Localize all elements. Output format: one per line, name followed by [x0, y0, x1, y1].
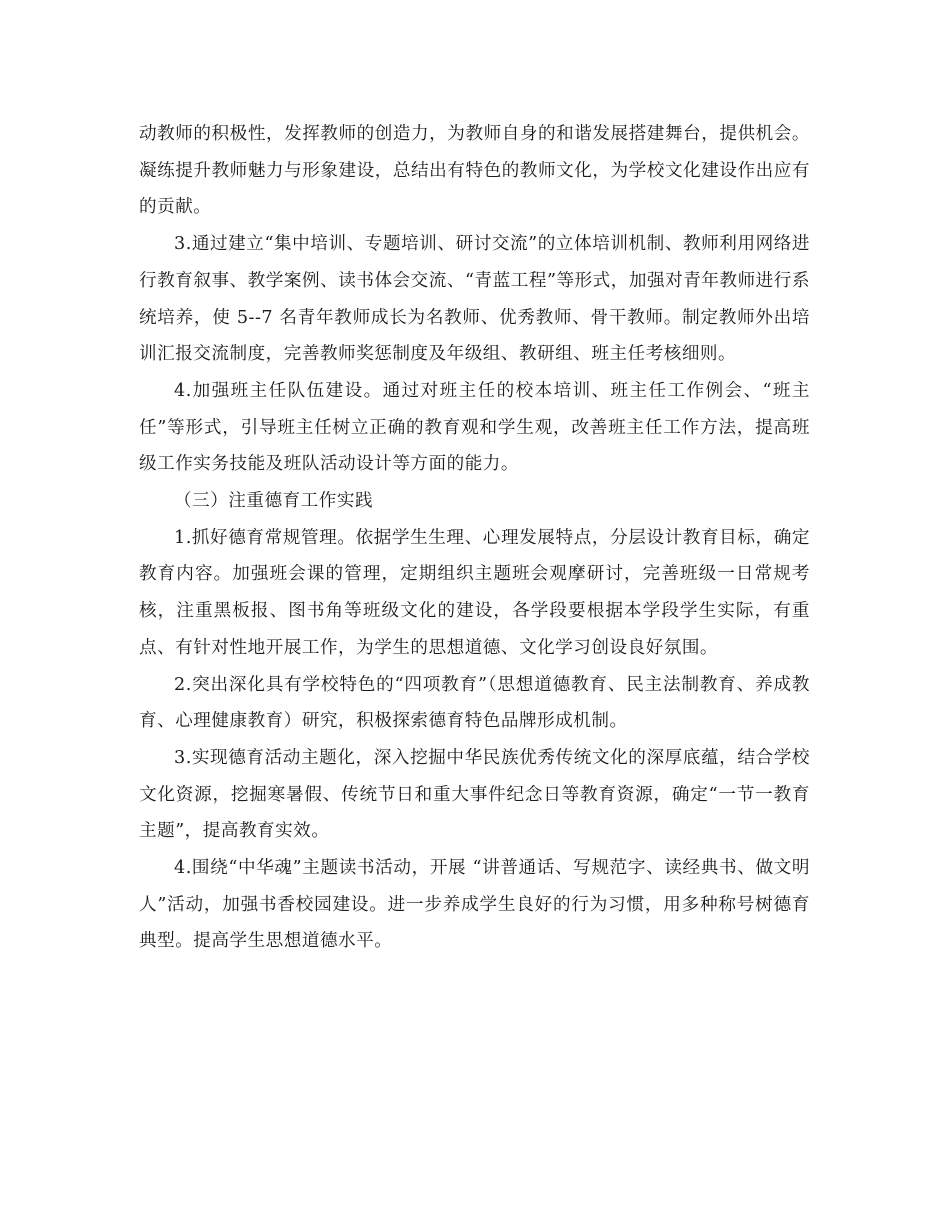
paragraph-item-2-four-educations: 2.突出深化具有学校特色的“四项教育”（思想道德教育、民主法制教育、养成教育、心理健康教育）研究，积极探索德育特色品牌形成机制。 [139, 674, 810, 732]
paragraph-item-3-themed-activities: 3.实现德育活动主题化，深入挖掘中华民族优秀传统文化的深厚底蕴，结合学校文化资源，挖掘寒暑假、传统节日和重大事件纪念日等教育资源，确定“一节一教育主题”，提高教育实效。 [139, 747, 810, 842]
paragraph-continued: 动教师的积极性，发挥教师的创造力，为教师自身的和谐发展搭建舞台，提供机会。凝练提升教师魅力与形象建设，总结出有特色的教师文化，为学校文化建设作出应有的贡献。 [139, 124, 810, 218]
paragraph-item-1-moral-routine: 1.抓好德育常规管理。依据学生生理、心理发展特点，分层设计教育目标，确定教育内容。加强班会课的管理，定期组织主题班会观摩研讨，完善班级一日常规考核，注重黑板报、图书角等班级文化的建设，各学段要根据本学段学生实际，有重点、有针对性地开展工作，为学生的思想道德、文化学习创设良好氛围。 [139, 527, 810, 658]
paragraph-item-4-reading-activity: 4.围绕“中华魂”主题读书活动，开展 “讲普通话、写规范字、读经典书、做文明人”活动，加强书香校园建设。进一步养成学生良好的行为习惯，用多种称号树德育典型。提高学生思想道德水平。 [139, 858, 810, 952]
paragraph-item-3-teacher-training: 3.通过建立“集中培训、专题培训、研讨交流”的立体培训机制、教师利用网络进行教育叙事、教学案例、读书体会交流、“青蓝工程”等形式，加强对青年教师进行系统培养，使 5--7 名青年教师成长为名教师、优秀教师、骨干教师。制定教师外出培训汇报交流制度，完善教师奖惩制度及年级组、教研组、班主任考核细则。 [139, 234, 810, 365]
paragraph-item-4-head-teacher: 4.加强班主任队伍建设。通过对班主任的校本培训、班主任工作例会、“班主任”等形式，引导班主任树立正确的教育观和学生观，改善班主任工作方法，提高班级工作实务技能及班队活动设计等方面的能力。 [139, 380, 810, 475]
section-heading-moral-education: （三）注重德育工作实践 [174, 491, 374, 512]
